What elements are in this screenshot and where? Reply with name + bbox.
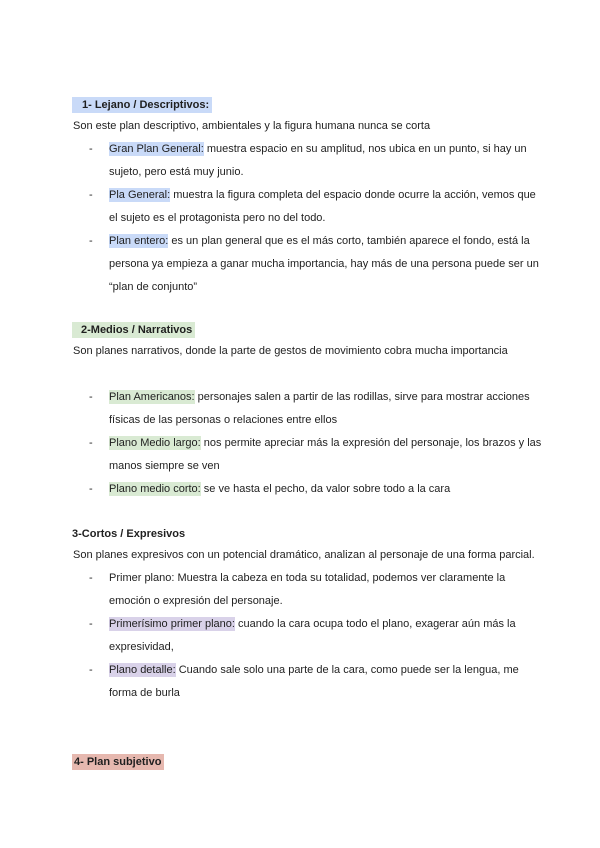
- dash-bullet: -: [89, 235, 93, 247]
- item-text: personajes salen a partir de las rodillas, sirve para mostrar acciones físicas de las personas o relaciones entre ellos: [109, 391, 530, 426]
- section-heading: 2-Medios / Narrativos: [72, 322, 195, 338]
- item-text: Cuando sale solo una parte de la cara, como puede ser la lengua, me forma de burla: [109, 664, 519, 699]
- list-item: [73, 432, 543, 478]
- dash-bullet: -: [89, 483, 93, 495]
- dash-bullet: -: [89, 618, 93, 630]
- section-intro: Son planes expresivos con un potencial dramático, analizan al personaje de una forma parcial.: [73, 549, 535, 561]
- item-text: cuando la cara ocupa todo el plano, exagerar aún más la expresividad,: [109, 618, 516, 653]
- item-text: se ve hasta el pecho, da valor sobre todo a la cara: [200, 483, 451, 495]
- dash-bullet: -: [89, 391, 93, 403]
- dash-bullet: -: [89, 143, 93, 155]
- section-intro: Son planes narrativos, donde la parte de gestos de movimiento cobra mucha importancia: [73, 345, 508, 357]
- item-term: Primerísimo primer plano:: [109, 618, 235, 630]
- item-term: Plano Medio largo:: [109, 437, 201, 449]
- dash-bullet: -: [89, 189, 93, 201]
- list-item: [73, 613, 543, 659]
- section-medios: [73, 320, 543, 501]
- dash-bullet: -: [89, 572, 93, 584]
- item-term: Plan entero:: [109, 235, 169, 247]
- item-text: Muestra la cabeza en toda su totalidad, podemos ver claramente la emoción o expresión del personaje.: [109, 572, 506, 607]
- list-item: [73, 184, 543, 230]
- section-heading: 1- Lejano / Descriptivos:: [72, 97, 212, 113]
- section-cortos: [73, 524, 543, 705]
- item-text: muestra la figura completa del espacio donde ocurre la acción, vemos que el sujeto es el protagonista pero no del todo.: [109, 189, 536, 224]
- list-item: [73, 567, 543, 613]
- bullet-list: [73, 567, 543, 705]
- section-subjetivo: [73, 752, 543, 770]
- list-item: [73, 386, 543, 432]
- bullet-list: [73, 138, 543, 299]
- section-heading: 3-Cortos / Expresivos: [72, 528, 186, 540]
- section-intro: Son este plan descriptivo, ambientales y la figura humana nunca se corta: [73, 120, 431, 132]
- item-term: Plano detalle:: [109, 664, 176, 676]
- list-item: [73, 478, 543, 501]
- item-term: Primer plano:: [109, 572, 175, 584]
- list-item: [73, 138, 543, 184]
- section-lejano: [73, 95, 543, 299]
- list-item: [73, 659, 543, 705]
- list-item: [73, 230, 543, 299]
- section-heading: 4- Plan subjetivo: [72, 754, 164, 770]
- item-text: muestra espacio en su amplitud, nos ubica en un punto, si hay un sujeto, pero está muy junio.: [109, 143, 527, 178]
- dash-bullet: -: [89, 664, 93, 676]
- item-text: es un plan general que es el más corto, también aparece el fondo, está la persona ya empieza a ganar mucha importancia, hay más de una persona puede ser un “plan de conjunto”: [109, 235, 539, 293]
- item-term: Pla General:: [109, 189, 171, 201]
- bullet-list: [73, 386, 543, 501]
- item-term: Plano medio corto:: [109, 483, 201, 495]
- item-term: Plan Americanos:: [109, 391, 195, 403]
- item-text: nos permite apreciar más la expresión del personaje, los brazos y las manos siempre se ven: [109, 437, 542, 472]
- dash-bullet: -: [89, 437, 93, 449]
- item-term: Gran Plan General:: [109, 143, 204, 155]
